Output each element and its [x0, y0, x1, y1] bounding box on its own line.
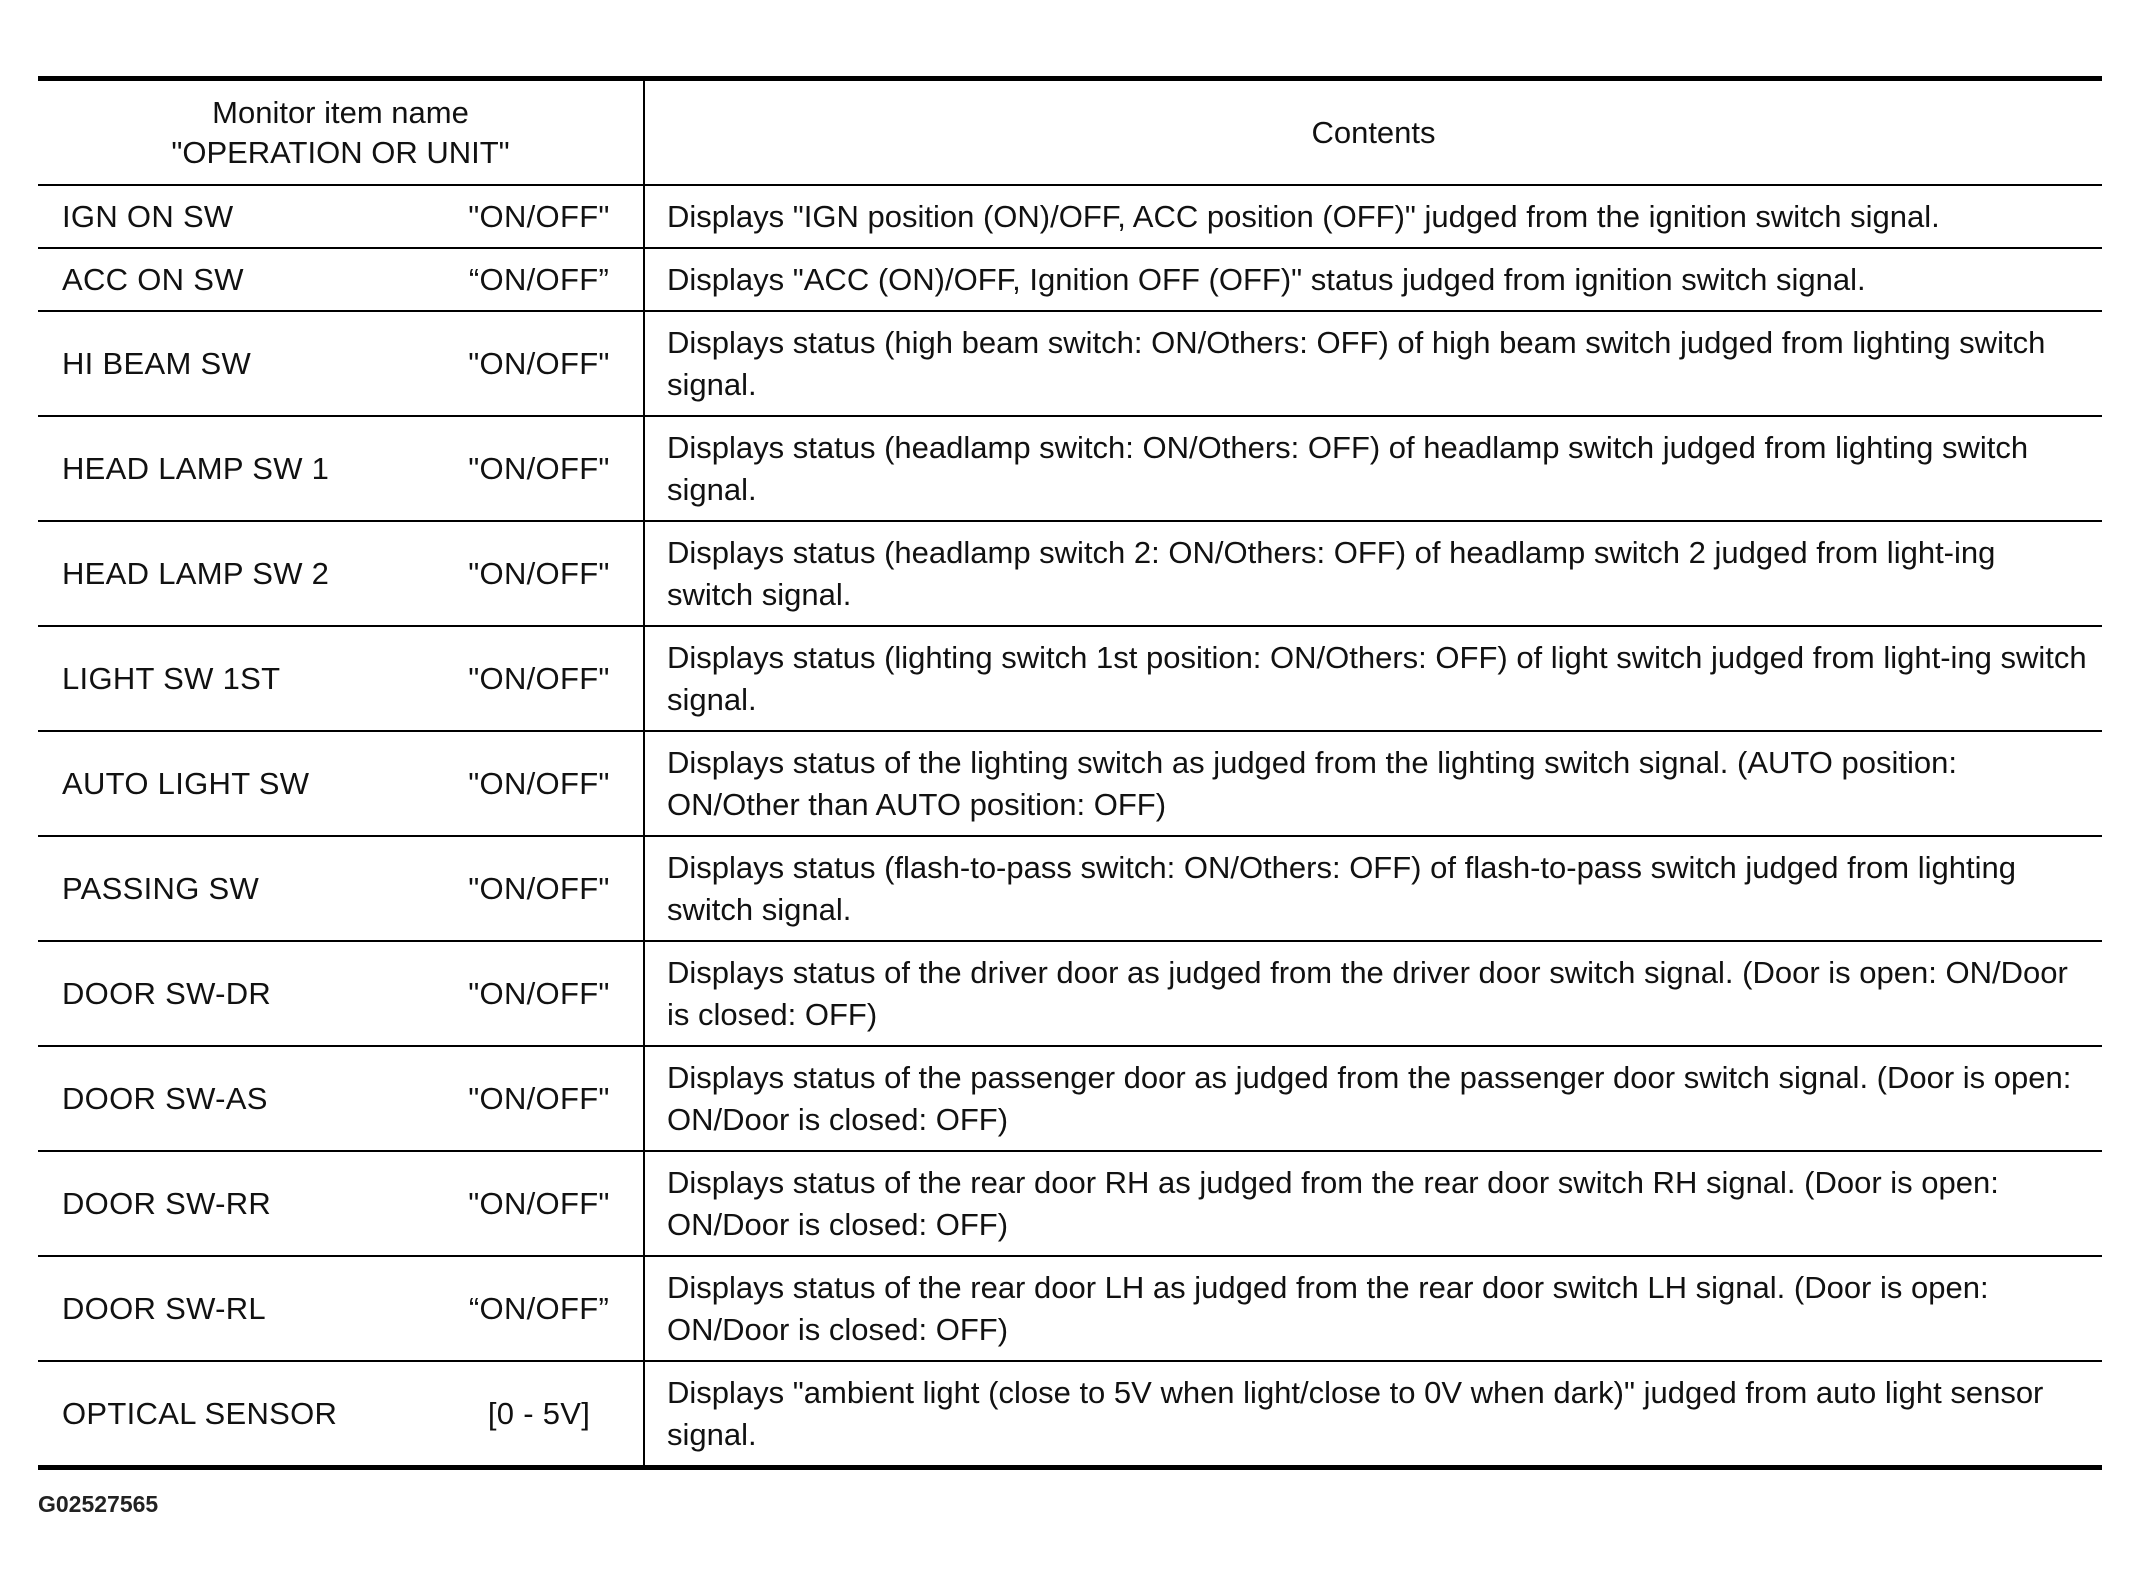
monitor-item-unit: "ON/OFF": [468, 345, 610, 381]
monitor-item-unit: "ON/OFF": [468, 198, 610, 234]
table-row: [38, 248, 2102, 311]
monitor-item-unit: "ON/OFF": [468, 765, 610, 801]
monitor-item-name: HEAD LAMP SW 1: [62, 450, 330, 486]
monitor-item-table: [38, 76, 2102, 1470]
monitor-item-unit: "ON/OFF": [468, 1080, 610, 1116]
monitor-item-name: DOOR SW-AS: [62, 1080, 268, 1116]
header-item-line2: "OPERATION OR UNIT": [171, 134, 510, 170]
header-monitor-item: [38, 79, 644, 186]
table-row: [38, 731, 2102, 836]
monitor-item-name: LIGHT SW 1ST: [62, 660, 281, 696]
monitor-item-name: DOOR SW-RR: [62, 1185, 272, 1221]
monitor-item-name: IGN ON SW: [62, 198, 234, 234]
table-row: [38, 1256, 2102, 1361]
table-row: [38, 416, 2102, 521]
table-row: [38, 311, 2102, 416]
monitor-item-name: HI BEAM SW: [62, 345, 252, 381]
monitor-item-unit: "ON/OFF": [468, 975, 610, 1011]
monitor-item-name: ACC ON SW: [62, 261, 244, 297]
table-row: [38, 521, 2102, 626]
monitor-item-unit: "ON/OFF": [468, 870, 610, 906]
table-row: [38, 1151, 2102, 1256]
monitor-item-name: HEAD LAMP SW 2: [62, 555, 330, 591]
monitor-item-contents: Displays "IGN position (ON)/OFF, ACC position (OFF)" judged from the ignition switch signal.: [667, 198, 1940, 234]
table-row: [38, 1361, 2102, 1468]
monitor-item-contents: Displays status (flash-to-pass switch: ON/Others: OFF) of flash-to-pass switch judged from lighting switch signal.: [667, 849, 2016, 927]
monitor-item-unit: "ON/OFF": [468, 660, 610, 696]
figure-code: G02527565: [38, 1491, 159, 1517]
monitor-item-name: DOOR SW-RL: [62, 1290, 266, 1326]
monitor-item-name: AUTO LIGHT SW: [62, 765, 310, 801]
monitor-item-contents: Displays status of the rear door LH as judged from the rear door switch LH signal. (Door is open: ON/Door is closed: OFF): [667, 1269, 1989, 1347]
table-row: [38, 185, 2102, 248]
monitor-item-contents: Displays status of the lighting switch as judged from the lighting switch signal. (AUTO position: ON/Other than AUTO position: OFF): [667, 744, 1957, 822]
header-contents: Contents: [644, 79, 2102, 186]
monitor-item-name: PASSING SW: [62, 870, 260, 906]
monitor-item-contents: Displays status (lighting switch 1st position: ON/Others: OFF) of light switch judged from light-ing switch signal.: [667, 639, 2087, 717]
monitor-item-contents: Displays "ACC (ON)/OFF, Ignition OFF (OFF)" status judged from ignition switch signal.: [667, 261, 1866, 297]
table-row: [38, 836, 2102, 941]
monitor-item-unit: “ON/OFF”: [468, 261, 610, 297]
monitor-item-unit: “ON/OFF”: [468, 1290, 610, 1326]
table-header-row: [38, 79, 2102, 186]
table-row: [38, 941, 2102, 1046]
monitor-item-name: DOOR SW-DR: [62, 975, 272, 1011]
monitor-item-contents: Displays status of the passenger door as judged from the passenger door switch signal. (Door is open: ON/Door is closed: OFF): [667, 1059, 2072, 1137]
monitor-item-unit: "ON/OFF": [468, 555, 610, 591]
monitor-item-name: OPTICAL SENSOR: [62, 1395, 338, 1431]
monitor-item-unit: "ON/OFF": [468, 450, 610, 486]
table-row: [38, 626, 2102, 731]
monitor-item-contents: Displays "ambient light (close to 5V when light/close to 0V when dark)" judged from auto light sensor signal.: [667, 1374, 2044, 1452]
monitor-item-contents: Displays status of the driver door as judged from the driver door switch signal. (Door is open: ON/Door is closed: OFF): [667, 954, 2068, 1032]
table-row: [38, 1046, 2102, 1151]
monitor-item-contents: Displays status (headlamp switch: ON/Others: OFF) of headlamp switch judged from lighting switch signal.: [667, 429, 2029, 507]
monitor-item-unit: [0 - 5V]: [487, 1395, 591, 1431]
header-item-line1: Monitor item name: [212, 94, 469, 130]
monitor-item-contents: Displays status (high beam switch: ON/Others: OFF) of high beam switch judged from lighting switch signal.: [667, 324, 2046, 402]
monitor-item-unit: "ON/OFF": [468, 1185, 610, 1221]
monitor-item-contents: Displays status of the rear door RH as judged from the rear door switch RH signal. (Door is open: ON/Door is closed: OFF): [667, 1164, 1999, 1242]
monitor-item-contents: Displays status (headlamp switch 2: ON/Others: OFF) of headlamp switch 2 judged from light-ing switch signal.: [667, 534, 1996, 612]
